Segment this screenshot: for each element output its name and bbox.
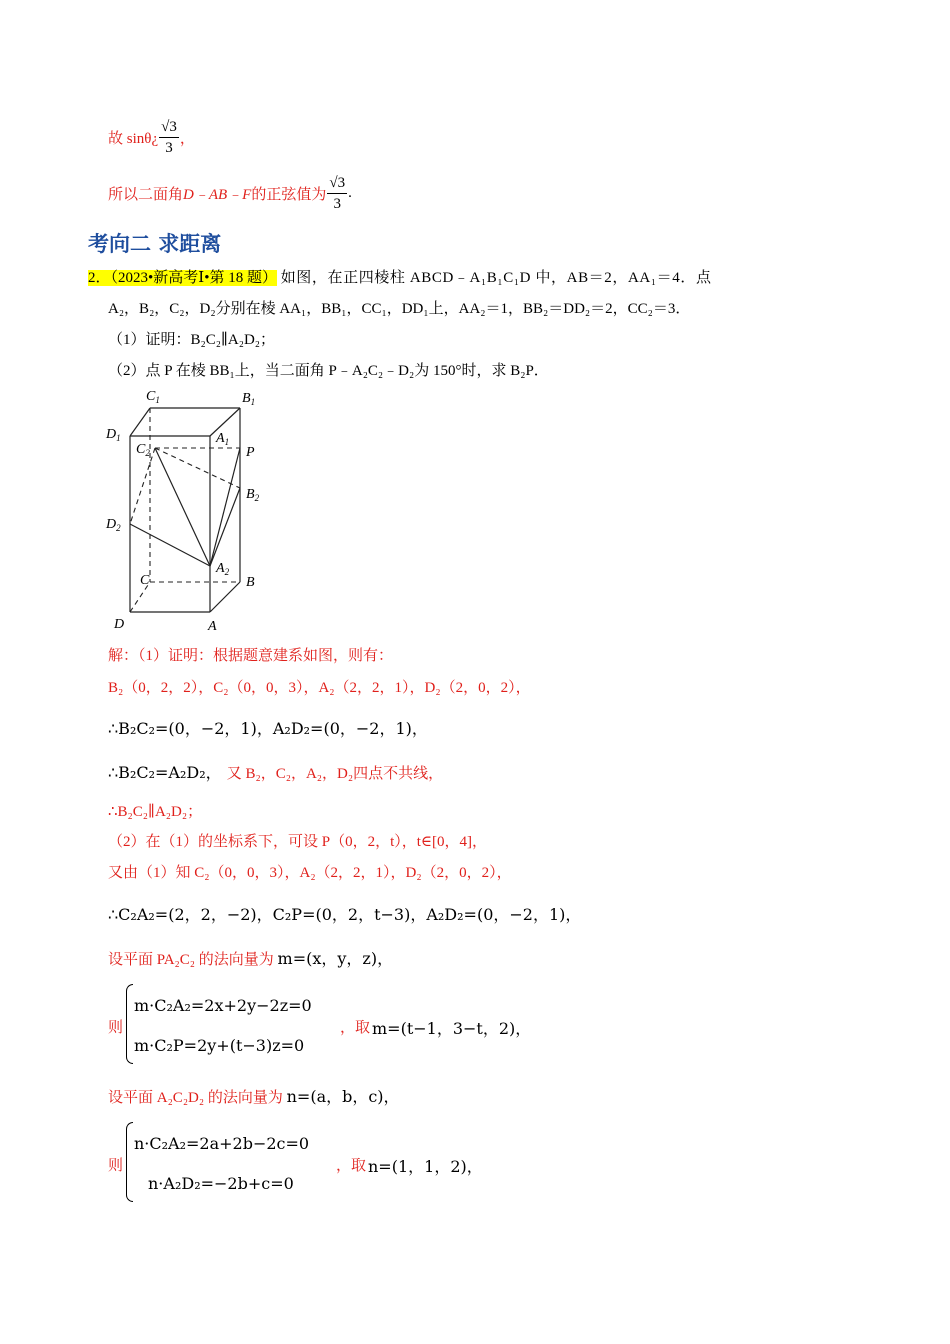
plane-2-normal-vector: n=(a，b，c)， bbox=[286, 1087, 400, 1106]
solution-line-1: 解：（1）证明：根据题意建系如图，则有： bbox=[108, 648, 394, 664]
edge-c2-a2 bbox=[155, 448, 210, 566]
vector-equality: ∴B₂C₂=A₂D₂， bbox=[108, 763, 222, 782]
label-a: A bbox=[208, 619, 217, 634]
problem-part-2: （2）点 P 在棱 BB₁上，当二面角 P﹣A₂C₂﹣D₂为 150°时，求 B₂P． bbox=[108, 363, 549, 379]
system-1-eq-2: m·C₂P=2y+(t−3)z=0 bbox=[134, 1036, 305, 1055]
line1-suffix: ， bbox=[179, 130, 195, 147]
solution-line-7: 又由（1）知 C₂（0，0，3），A₂（2，2，1），D₂（2，0，2）， bbox=[108, 865, 512, 881]
solution-line-8 bbox=[108, 902, 581, 925]
label-p: P bbox=[246, 445, 255, 460]
plane-1-normal-vector: m=(x，y，z)， bbox=[277, 949, 394, 968]
sin-prefix: 故 sinθ¿ bbox=[108, 130, 159, 147]
label-d2: $D_2$ bbox=[106, 517, 121, 533]
edge-a2-p bbox=[210, 448, 240, 566]
dihedral-angle: D﹣AB﹣F bbox=[183, 186, 252, 203]
label-b2: $B_2$ bbox=[246, 487, 260, 503]
fraction-numerator: √3 bbox=[159, 117, 179, 138]
label-b: B bbox=[246, 575, 255, 590]
problem-number: 2． bbox=[88, 270, 111, 286]
hidden-c2-d2 bbox=[130, 448, 155, 524]
plane-1-normal-label: 设平面 PA₂C₂ 的法向量为 bbox=[108, 952, 274, 968]
problem-line-2: A₂，B₂，C₂，D₂分别在棱 AA₁，BB₁，CC₁，DD₁上，AA₂＝1，BB₂＝DD₂＝2，CC₂＝3． bbox=[108, 301, 691, 317]
label-b1: $B_1$ bbox=[242, 391, 256, 407]
vector-list: ∴C₂A₂=(2，2，−2)，C₂P=(0，2，t−3)，A₂D₂=(0，−2，1)， bbox=[108, 905, 582, 924]
label-a2: $A_2$ bbox=[216, 561, 230, 577]
system-1-brace bbox=[126, 984, 133, 1064]
system-1-prefix: 则 bbox=[108, 1020, 124, 1036]
problem-line-1 bbox=[88, 266, 712, 287]
system-1-eq-1: m·C₂A₂=2x+2y−2z=0 bbox=[134, 996, 312, 1015]
edge-a-b bbox=[210, 582, 240, 612]
system-2-eq-2: n·A₂D₂=−2b+c=0 bbox=[148, 1174, 294, 1193]
system-2-result: n=(1，1，2)， bbox=[368, 1157, 483, 1176]
fraction-2 bbox=[327, 173, 347, 214]
label-c: C bbox=[140, 573, 150, 588]
fraction-2-numerator: √3 bbox=[327, 173, 347, 194]
system-2-take: ，取 bbox=[336, 1158, 367, 1174]
label-c2: $C_2$ bbox=[136, 442, 150, 458]
label-c1: $C_1$ bbox=[146, 389, 160, 405]
solution-line-5: ∴B₂C₂∥A₂D₂； bbox=[108, 804, 203, 820]
label-d: D bbox=[114, 617, 125, 632]
fraction-2-denominator: 3 bbox=[333, 195, 341, 212]
label-a1: $A_1$ bbox=[216, 431, 230, 447]
edge-d1-c1 bbox=[130, 408, 150, 436]
prism-figure bbox=[100, 384, 280, 634]
solution-line-2: B₂（0，2，2），C₂（0，0，3），A₂（2，2，1），D₂（2，0，2）， bbox=[108, 680, 531, 696]
system-1-take: ，取 bbox=[340, 1020, 371, 1036]
noncollinear-note: 又 B₂，C₂，A₂，D₂四点不共线， bbox=[226, 766, 444, 782]
line2-prefix: 所以二面角 bbox=[108, 186, 184, 203]
solution-line-6: （2）在（1）的坐标系下，可设 P（0，2，t），t∈[0，4]， bbox=[108, 834, 488, 850]
section-title: 考向二 求距离 bbox=[88, 232, 222, 256]
hidden-c2-b2 bbox=[155, 448, 240, 488]
problem-part-1: （1）证明：B₂C₂∥A₂D₂； bbox=[108, 332, 276, 348]
fraction bbox=[159, 117, 179, 158]
edge-a2-b2 bbox=[210, 488, 240, 566]
line2-mid: 的正弦值为 bbox=[251, 186, 327, 203]
vector-equation-1: ∴B₂C₂=(0，−2，1)，A₂D₂=(0，−2，1)， bbox=[108, 719, 428, 738]
solution-line-9 bbox=[108, 946, 393, 969]
edge-a1-b1 bbox=[210, 408, 240, 436]
top-line-2 bbox=[108, 170, 352, 216]
label-d1: $D_1$ bbox=[106, 427, 121, 443]
solution-line-11 bbox=[108, 1084, 400, 1107]
solution-line-3 bbox=[108, 716, 428, 739]
top-line-1 bbox=[108, 114, 195, 160]
solution-line-4 bbox=[108, 760, 443, 783]
system-2-eq-1: n·C₂A₂=2a+2b−2c=0 bbox=[134, 1134, 310, 1153]
edge-d2-a2 bbox=[130, 524, 210, 566]
system-1-result: m=(t−1，3−t，2)， bbox=[372, 1019, 532, 1038]
plane-2-normal-label: 设平面 A₂C₂D₂ 的法向量为 bbox=[108, 1090, 283, 1106]
system-2-prefix: 则 bbox=[108, 1158, 124, 1174]
fraction-denominator: 3 bbox=[165, 139, 173, 156]
system-2-brace bbox=[126, 1122, 133, 1202]
problem-stem-1: 如图，在正四棱柱 ABCD﹣A₁B₁C₁D 中，AB＝2，AA₁＝4．点 bbox=[280, 270, 712, 286]
problem-source: （2023•新高考Ⅰ•第 18 题） bbox=[110, 270, 277, 286]
line2-suffix: . bbox=[348, 184, 352, 201]
